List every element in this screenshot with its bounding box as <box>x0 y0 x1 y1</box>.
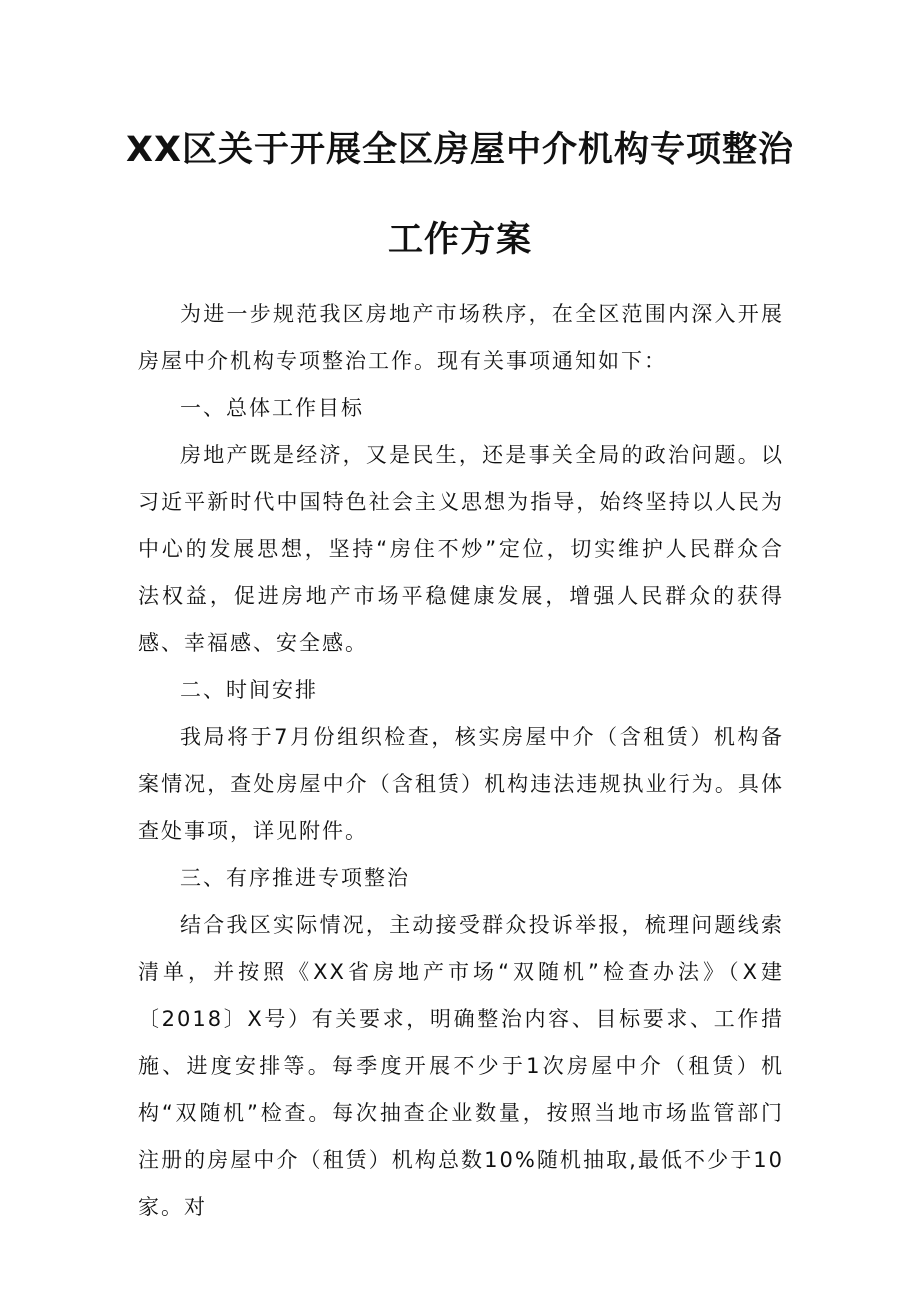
document-title-line-2: 工作方案 <box>387 220 532 260</box>
body-paragraph: 结合我区实际情况，主动接受群众投诉举报，梳理问题线索清单，并按照《XX省房地产市场“双随机”检查办法》（X建〔2018〕X号）有关要求，明确整治内容、目标要求、工作措施、进度安排等。每季度开展不少于1次房屋中介（租赁）机构“双随机”检查。每次抽查企业数量，按照当地市场监管部门注册的房屋中介（租赁）机构总数10%随机抽取,最低不少于10家。对 <box>138 913 784 1219</box>
document-body <box>138 291 784 1231</box>
document-title-line-1: XX区关于开展全区房屋中介机构专项整治 <box>126 130 794 170</box>
body-paragraph: 房地产既是经济，又是民生，还是事关全局的政治问题。以习近平新时代中国特色社会主义思想为指导，始终坚持以人民为中心的发展思想，坚持“房住不炒”定位，切实维护人民群众合法权益，促进房地产市场平稳健康发展，增强人民群众的获得感、幸福感、安全感。 <box>138 443 784 655</box>
intro-paragraph: 为进一步规范我区房地产市场秩序，在全区范围内深入开展房屋中介机构专项整治工作。现有关事项通知如下： <box>138 302 784 373</box>
section-heading-3: 三、有序推进专项整治 <box>180 866 410 890</box>
section-heading-2: 二、时间安排 <box>180 678 318 702</box>
body-paragraph: 我局将于7月份组织检查，核实房屋中介（含租赁）机构备案情况，查处房屋中介（含租赁）机构违法违规执业行为。具体查处事项，详见附件。 <box>138 725 784 843</box>
section-heading-1: 一、总体工作目标 <box>180 396 364 420</box>
